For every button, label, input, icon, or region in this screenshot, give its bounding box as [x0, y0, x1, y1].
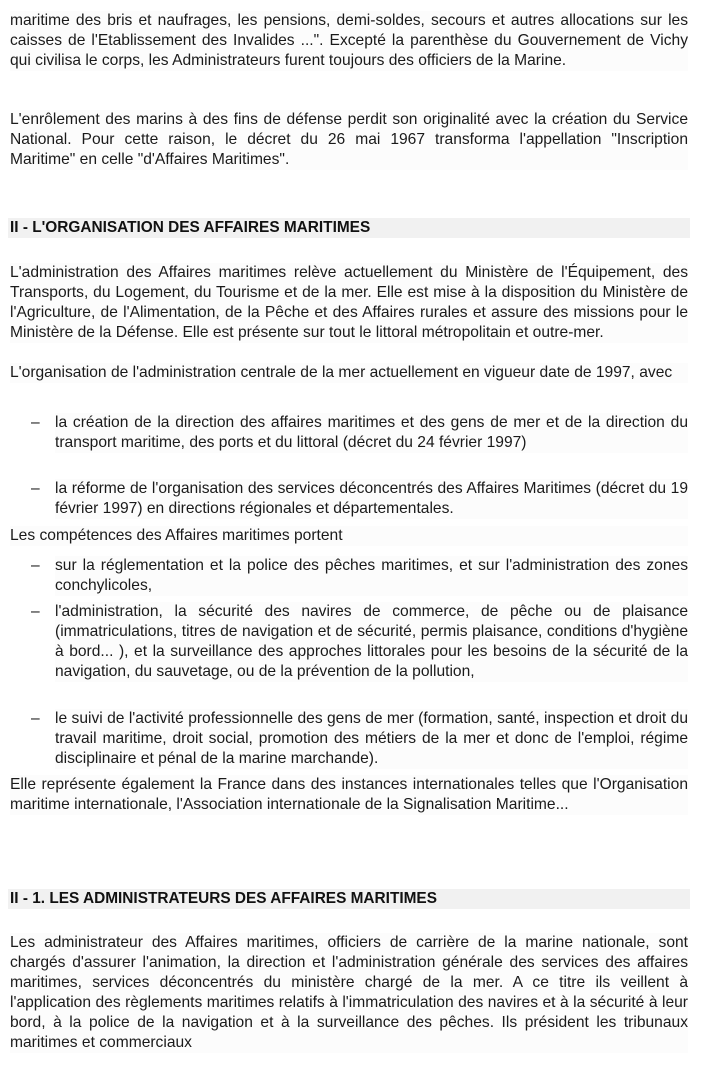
dash-bullet: –: [31, 480, 40, 497]
list-item-text: l'administration, la sécurité des navires de commerce, de pêche ou de plaisance (immatriculations, titres de navigation et de sécurité, permis plaisance, conditions d'hygiène à bord... ), et la surveillance des approches littorales pour les besoins de la sécurité de la navigation, du sauvetage, ou de la prévention de la pollution,: [55, 603, 688, 680]
dash-bullet: –: [31, 414, 40, 431]
dash-bullet: –: [31, 557, 40, 574]
section2-paragraph-1: L'administration des Affaires maritimes relève actuellement du Ministère de l'Équipement, des Transports, du Logement, du Tourisme et de la mer. Elle est mise à la disposition du Ministère de l'Agriculture, de l'Alimentation, de la Pêche et des Affaires rurales et assure des missions pour le Ministère de la Défense. Elle est présente sur tout le littoral métropolitain et outre-mer.: [10, 264, 688, 341]
list-item: [10, 556, 688, 596]
list-item: [10, 602, 688, 682]
list-item-text: sur la réglementation et la police des pêches maritimes, et sur l'administration des zones conchylicoles,: [55, 557, 688, 594]
intro-paragraph-1: maritime des bris et naufrages, les pensions, demi-soldes, secours et autres allocations sur les caisses de l'Etablissement des Invalides ...". Excepté la parenthèse du Gouvernement de Vichy qui civilisa le corps, les Administrateurs furent toujours des officiers de la Marine.: [10, 12, 688, 69]
section2-1-paragraph-1: Les administrateur des Affaires maritimes, officiers de carrière de la marine nationale, sont chargés d'assurer l'animation, la direction et l'administration générale des services des affaires maritimes, services déconcentrés du ministère chargé de la mer. A ce titre ils veillent à l'application des règlements maritimes relatifs à l'immatriculation des navires et à la sécurité à leur bord, à la police de la navigation et à la surveillance des pêches. Ils président les tribunaux maritimes et commerciaux: [10, 934, 688, 1051]
dash-bullet: –: [31, 603, 40, 620]
section-heading-administrateurs: II - 1. LES ADMINISTRATEURS DES AFFAIRES MARITIMES: [8, 889, 690, 909]
section2-paragraph-2: L'organisation de l'administration centrale de la mer actuellement en vigueur date de 1997, avec: [10, 363, 688, 383]
section2-paragraph-4: Elle représente également la France dans des instances internationales telles que l'Organisation maritime internationale, l'Association internationale de la Signalisation Maritime...: [10, 776, 688, 813]
list-item-text: la réforme de l'organisation des services déconcentrés des Affaires Maritimes (décret du 19 février 1997) en directions régionales et départementales.: [55, 480, 688, 517]
intro-paragraph-2: L'enrôlement des marins à des fins de défense perdit son originalité avec la création du Service National. Pour cette raison, le décret du 26 mai 1967 transforma l'appellation "Inscription Maritime" en celle "d'Affaires Maritimes".: [10, 111, 688, 168]
section-heading-organisation: II - L'ORGANISATION DES AFFAIRES MARITIMES: [8, 218, 690, 238]
list-item: [10, 479, 688, 519]
list-item-text: la création de la direction des affaires maritimes et des gens de mer et de la direction du transport maritime, des ports et du littoral (décret du 24 février 1997): [55, 414, 688, 451]
list-item: [10, 709, 688, 769]
list-item-text: le suivi de l'activité professionnelle des gens de mer (formation, santé, inspection et droit du travail maritime, droit social, promotion des métiers de la mer et donc de l'emploi, régime disciplinaire et pénal de la marine marchande).: [55, 710, 688, 767]
dash-bullet: –: [31, 710, 40, 727]
list-item: [10, 413, 688, 453]
section2-paragraph-3: Les compétences des Affaires maritimes portent: [10, 526, 688, 546]
